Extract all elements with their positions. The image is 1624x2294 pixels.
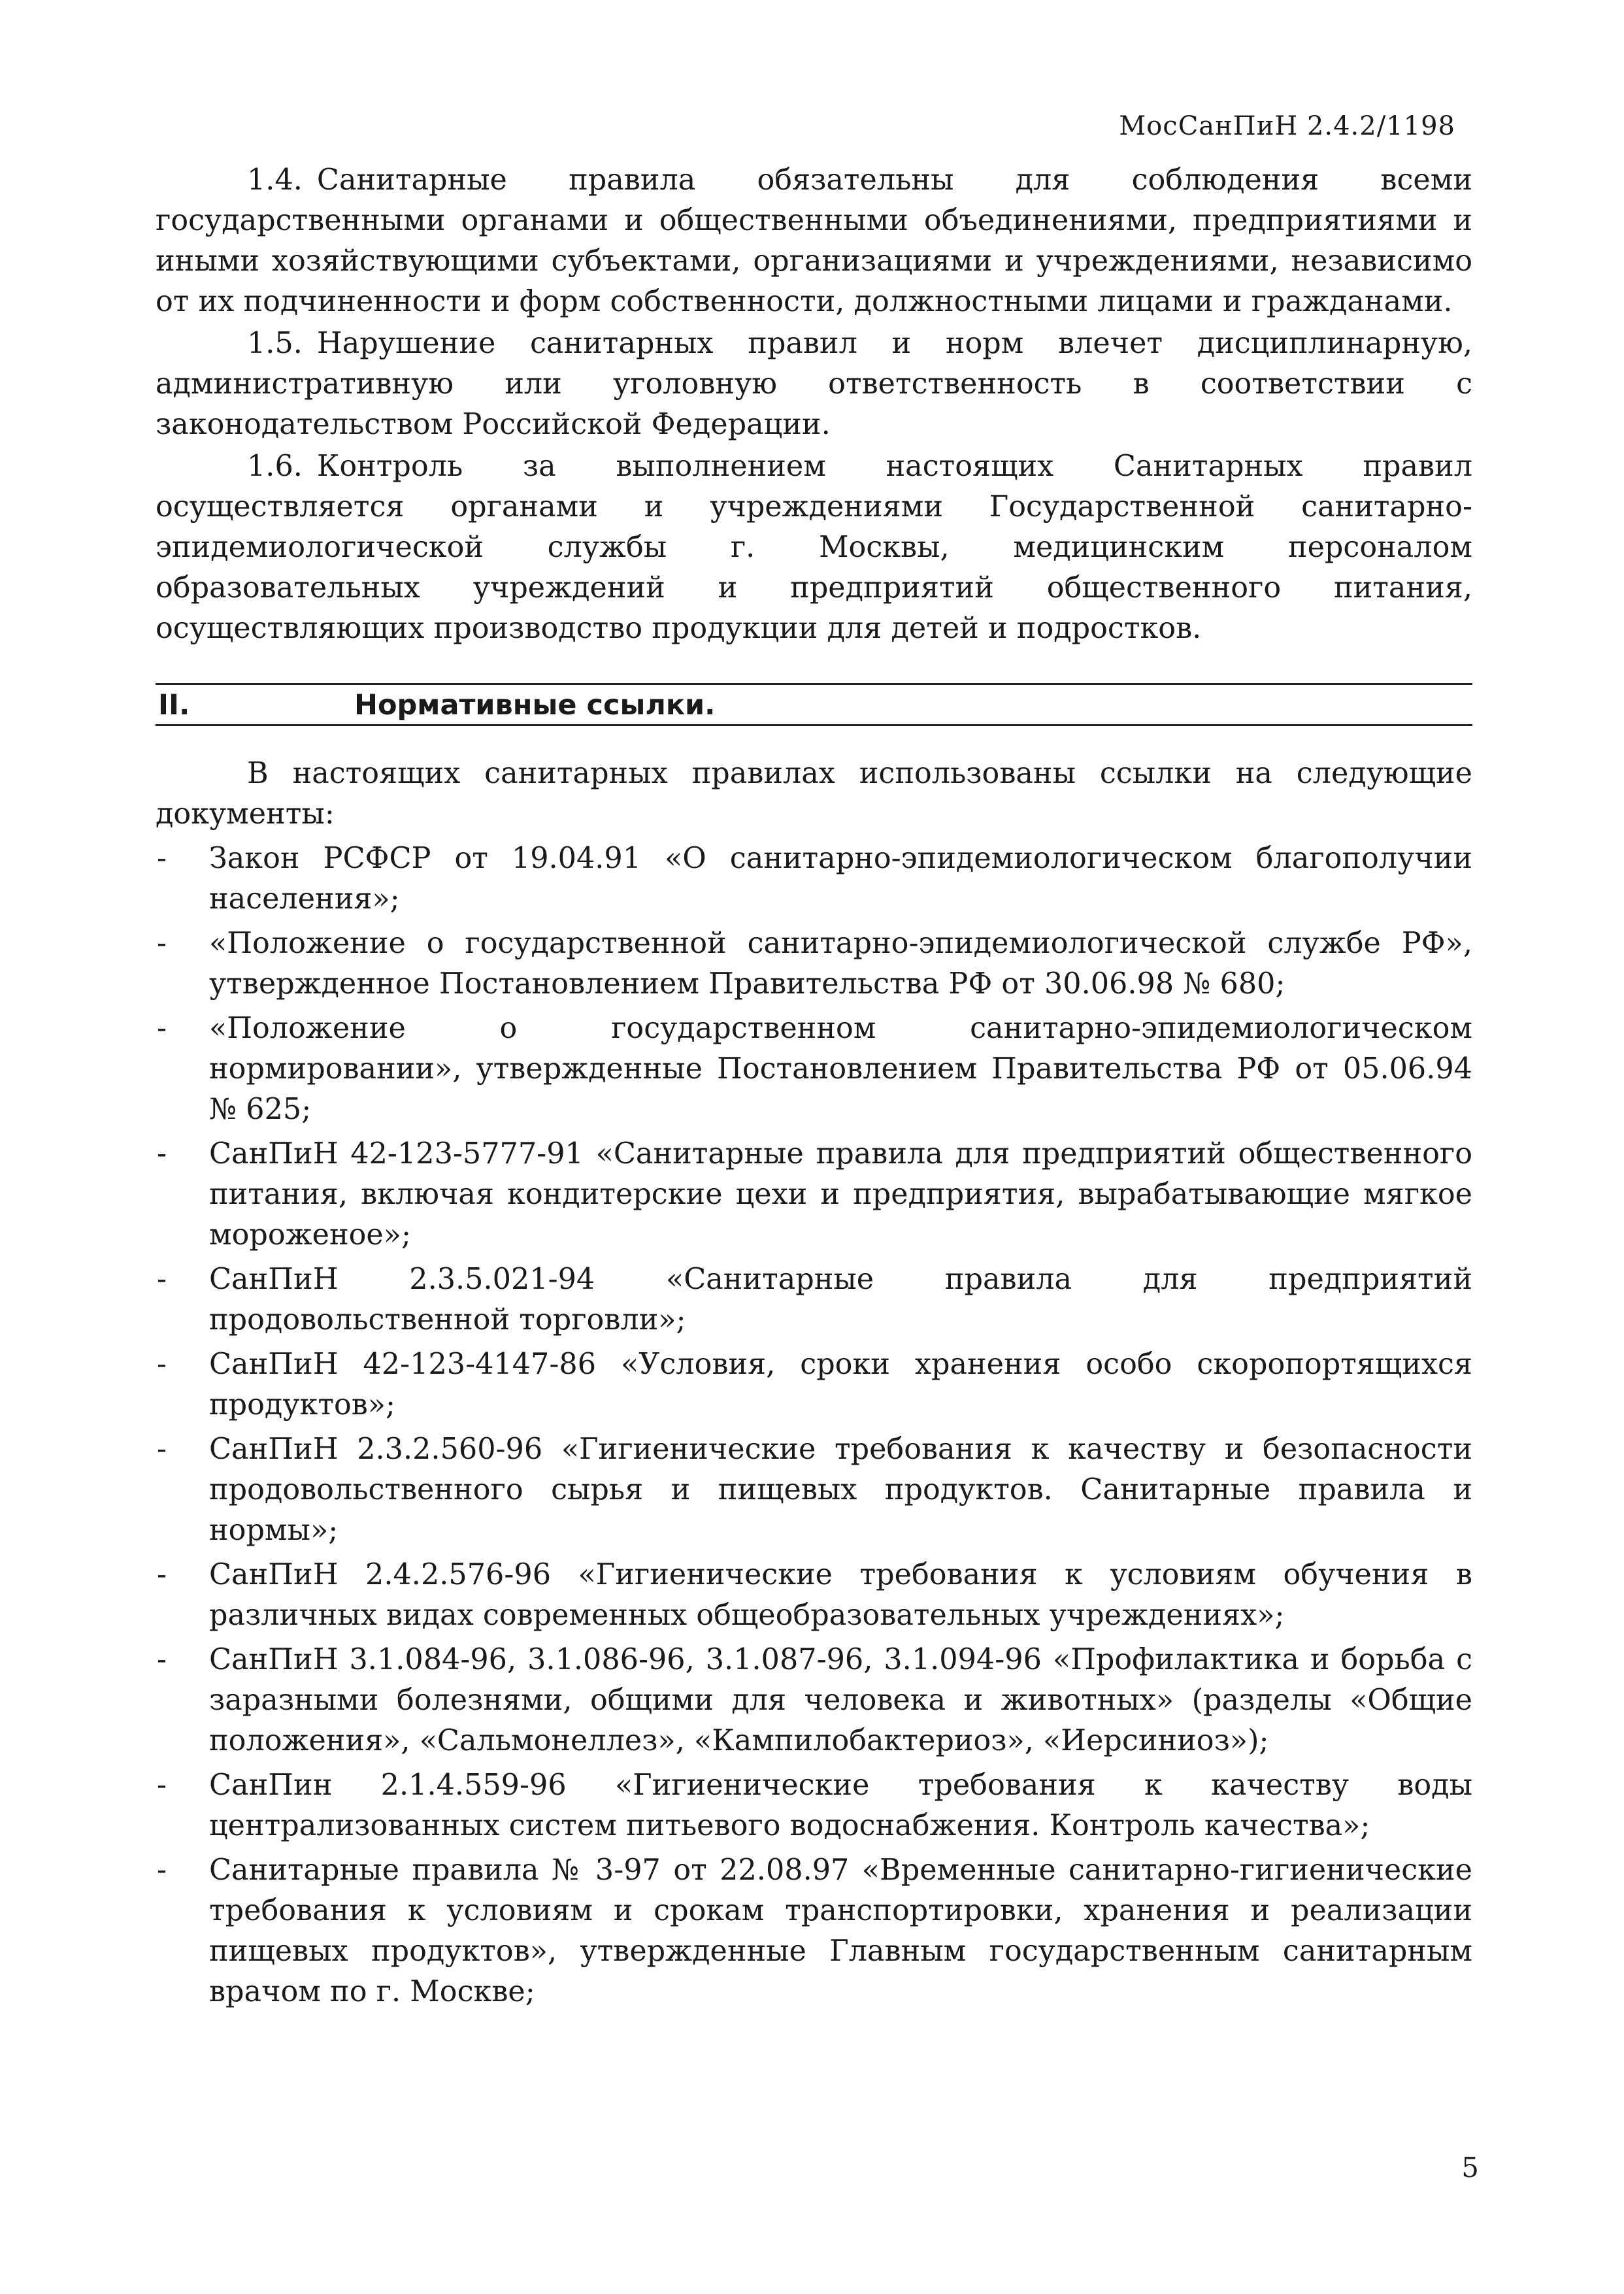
reference-text: СанПиН 3.1.084-96, 3.1.086-96, 3.1.087-96, 3.1.094-96 «Профилактика и борьба с заразными болезнями, общими для человека и животных» (разделы «Общие положения», «Сальмонеллез», «Кампилобактериоз», «Иерсиниоз»); xyxy=(209,1643,1472,1757)
reference-item xyxy=(156,1640,1472,1761)
bullet-dash: - xyxy=(157,1348,167,1381)
bullet-dash: - xyxy=(157,1263,167,1296)
reference-item xyxy=(156,1344,1472,1425)
section-bottom-rule xyxy=(156,724,1472,726)
page-content xyxy=(156,160,1472,2016)
references-list xyxy=(156,839,1472,2012)
bullet-dash: - xyxy=(157,1137,167,1171)
reference-text: «Положение о государственной санитарно-эпидемиологической службе РФ», утвержденное Постановлением Правительства РФ от 30.06.98 № 680; xyxy=(209,927,1472,1001)
reference-text: «Положение о государственном санитарно-эпидемиологическом нормировании», утвержденные Постановлением Правительства РФ от 05.06.94 № 625; xyxy=(209,1012,1472,1126)
bullet-dash: - xyxy=(157,1643,167,1676)
reference-item xyxy=(156,1134,1472,1255)
reference-item xyxy=(156,1429,1472,1551)
paragraph-number: 1.4. xyxy=(247,163,303,197)
paragraph-number: 1.5. xyxy=(247,327,303,360)
references-intro: В настоящих санитарных правилах использованы ссылки на следующие документы: xyxy=(156,757,1472,831)
paragraph-text: Санитарные правила обязательны для соблюдения всеми государственными органами и общественными объединениями, предприятиями и иными хозяйствующими субъектами, организациями и учреждениями, независимо от их подчиненности и форм собственности, должностными лицами и гражданами. xyxy=(156,163,1472,318)
reference-item xyxy=(156,1850,1472,2012)
reference-text: СанПиН 2.3.2.560-96 «Гигиенические требования к качеству и безопасности продовольственного сырья и пищевых продуктов. Санитарные правила и нормы»; xyxy=(209,1433,1472,1547)
document-code: МосСанПиН 2.4.2/1198 xyxy=(1119,111,1455,141)
paragraph-1-5 xyxy=(156,324,1472,445)
reference-text: СанПиН 42-123-5777-91 «Санитарные правила для предприятий общественного питания, включая кондитерские цехи и предприятия, вырабатывающие мягкое мороженое»; xyxy=(209,1137,1472,1252)
reference-item xyxy=(156,1259,1472,1340)
reference-text: Санитарные правила № 3-97 от 22.08.97 «Временные санитарно-гигиенические требования к условиям и срокам транспортировки, хранения и реализации пищевых продуктов», утвержденные Главным государственным санитарным врачом по г. Москве; xyxy=(209,1853,1472,2008)
reference-item xyxy=(156,1555,1472,1636)
bullet-dash: - xyxy=(157,1853,167,1887)
reference-text: СанПиН 42-123-4147-86 «Условия, сроки хранения особо скоропортящихся продуктов»; xyxy=(209,1348,1472,1421)
section-header-block xyxy=(156,683,1472,726)
paragraph-1-4 xyxy=(156,160,1472,322)
paragraph-number: 1.6. xyxy=(247,450,303,483)
section-title: Нормативные ссылки. xyxy=(354,689,716,722)
paragraph-text: Контроль за выполнением настоящих Санитарных правил осуществляется органами и учреждениями Государственной санитарно-эпидемиологической службы г. Москвы, медицинским персоналом образовательных учреждений и предприятий общественного питания, осуществляющих производство продукции для детей и подростков. xyxy=(156,450,1472,645)
section-number: II. xyxy=(158,689,190,722)
bullet-dash: - xyxy=(157,1769,167,1802)
reference-text: СанПиН 2.3.5.021-94 «Санитарные правила для предприятий продовольственной торговли»; xyxy=(209,1263,1472,1337)
reference-item xyxy=(156,1765,1472,1846)
section-heading xyxy=(156,685,1472,724)
reference-item xyxy=(156,923,1472,1005)
reference-item xyxy=(156,1008,1472,1130)
paragraph-text: Нарушение санитарных правил и норм влечет дисциплинарную, административную или уголовную ответственность в соответствии с законодательством Российской Федерации. xyxy=(156,327,1472,441)
reference-item xyxy=(156,839,1472,920)
reference-text: Закон РСФСР от 19.04.91 «О санитарно-эпидемиологическом благополучии населения»; xyxy=(209,842,1472,916)
bullet-dash: - xyxy=(157,1012,167,1045)
bullet-dash: - xyxy=(157,927,167,960)
bullet-dash: - xyxy=(157,1433,167,1466)
bullet-dash: - xyxy=(157,1558,167,1591)
bullet-dash: - xyxy=(157,842,167,875)
reference-text: СанПиН 2.4.2.576-96 «Гигиенические требования к условиям обучения в различных видах современных общеобразовательных учреждениях»; xyxy=(209,1558,1472,1632)
paragraph-1-6 xyxy=(156,446,1472,649)
reference-text: СанПин 2.1.4.559-96 «Гигиенические требования к качеству воды централизованных систем питьевого водоснабжения. Контроль качества»; xyxy=(209,1769,1472,1842)
page-number: 5 xyxy=(1461,2152,1479,2184)
